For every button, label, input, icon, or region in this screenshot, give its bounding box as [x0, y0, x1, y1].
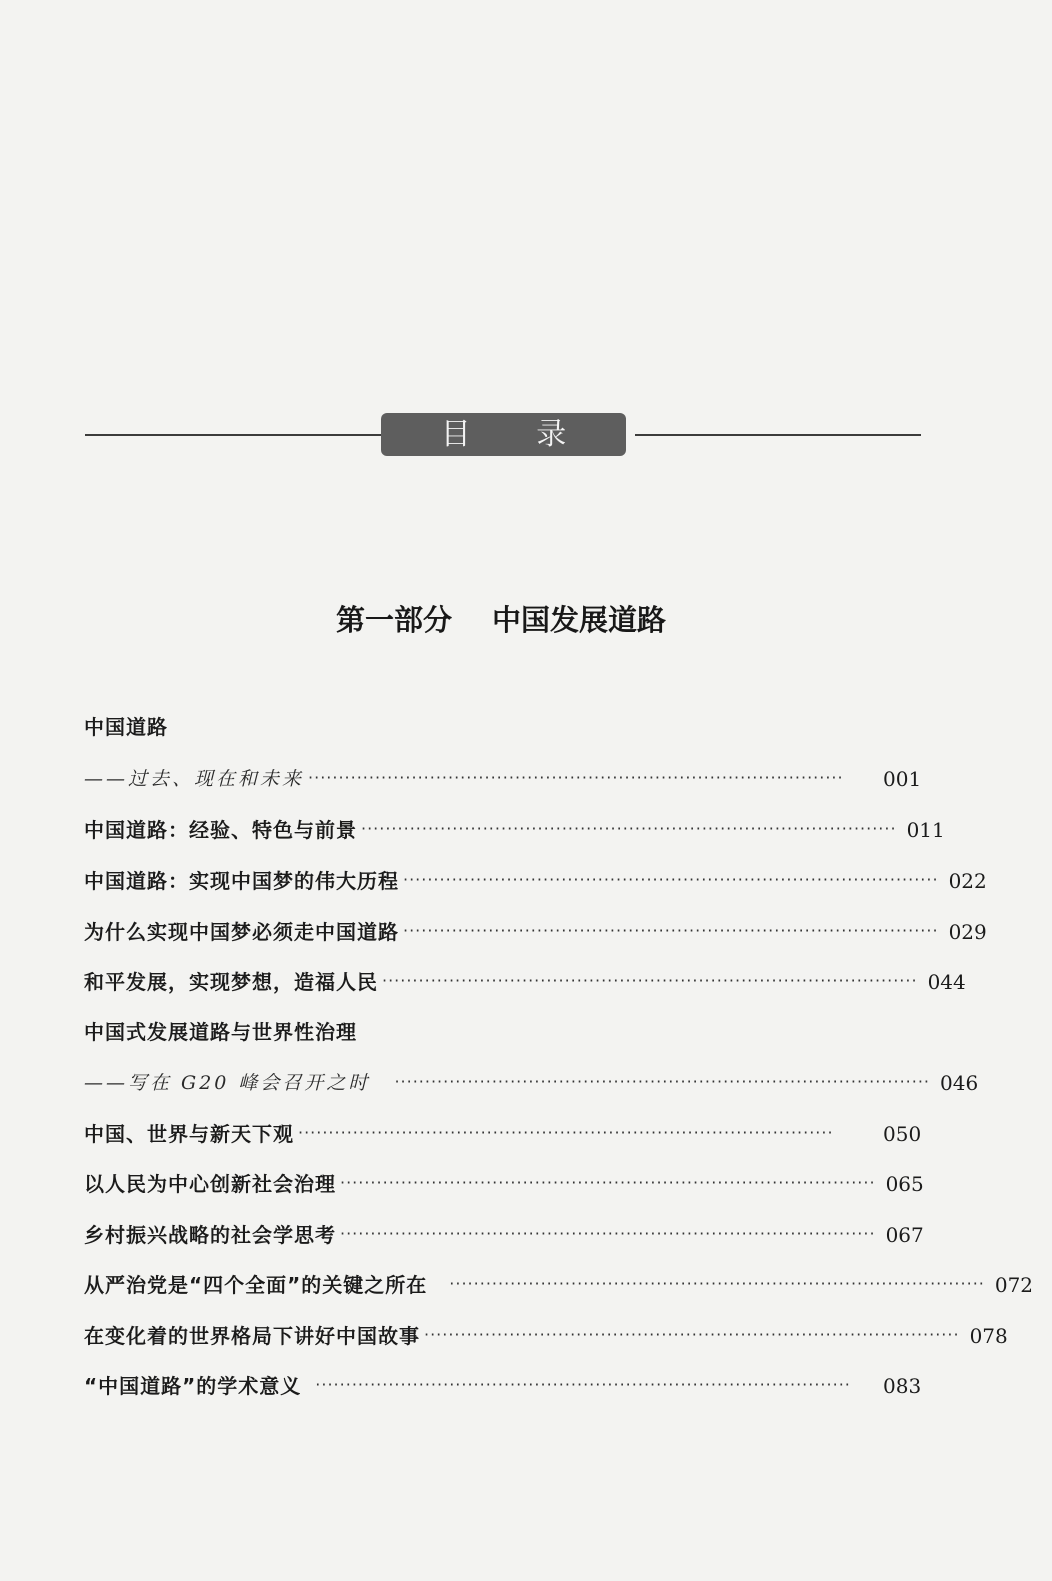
dot-leader: ························································································ — [382, 971, 918, 990]
toc-entry-title: 中国道路：实现中国梦的伟大历程 — [84, 869, 399, 893]
toc-entry[interactable] — [84, 760, 922, 792]
toc-entry[interactable] — [84, 1367, 922, 1399]
toc-entry-title: 在变化着的世界格局下讲好中国故事 — [84, 1324, 420, 1348]
dot-leader: ························································································ — [403, 921, 939, 940]
toc-entry-page: 083 — [883, 1374, 922, 1398]
toc-entry[interactable] — [84, 708, 919, 740]
toc-entry-page: 072 — [994, 1273, 1034, 1297]
toc-entry-page: 029 — [948, 920, 987, 944]
toc-entry-title: 从严治党是“四个全面”的关键之所在 — [84, 1273, 428, 1297]
toc-entry[interactable] — [84, 1013, 919, 1045]
toc-entry-title: 为什么实现中国梦必须走中国道路 — [84, 920, 399, 944]
toc-entry-subtitle: ——过去、现在和未来 — [84, 768, 305, 790]
toc-entry-page: 044 — [927, 970, 966, 994]
toc-entry-subtitle: ——写在 G20 峰会召开之时 — [84, 1072, 371, 1094]
toc-title: 目 录 — [381, 413, 626, 456]
toc-entry[interactable] — [84, 811, 945, 843]
toc-entry[interactable] — [84, 913, 987, 945]
dot-leader: ························································································ — [340, 1224, 876, 1243]
toc-entry-title: 中国式发展道路与世界性治理 — [84, 1020, 357, 1044]
toc-entry[interactable] — [84, 1216, 924, 1248]
toc-entry[interactable] — [84, 1165, 924, 1197]
toc-entry-title: 中国道路：经验、特色与前景 — [84, 818, 357, 842]
dot-leader: ························································································ — [298, 1123, 834, 1142]
toc-entry[interactable] — [84, 1115, 922, 1147]
part-title: 中国发展道路 — [492, 603, 667, 637]
toc-entry-title: 中国道路 — [84, 715, 168, 739]
toc-entry-page: 046 — [940, 1071, 979, 1095]
dot-leader: ························································································ — [361, 819, 897, 838]
toc-entry-page: 078 — [969, 1324, 1008, 1348]
toc-entry[interactable] — [84, 963, 966, 995]
dot-leader: ························································································ — [424, 1325, 960, 1344]
dot-leader: ························································································ — [308, 768, 844, 787]
toc-entry-title: 以人民为中心创新社会治理 — [84, 1172, 336, 1196]
part-heading — [0, 600, 1002, 640]
toc-title-bar — [85, 413, 921, 457]
dot-leader: ························································································ — [449, 1274, 985, 1293]
toc-entry[interactable] — [84, 1266, 1034, 1298]
toc-entry-title: “中国道路”的学术意义 — [84, 1374, 302, 1398]
dot-leader: ························································································ — [394, 1072, 930, 1091]
title-rule-right — [635, 434, 921, 436]
title-rule-left — [85, 434, 381, 436]
toc-entry[interactable] — [84, 862, 987, 894]
toc-entry-page: 022 — [948, 869, 987, 893]
toc-entry-page: 050 — [883, 1122, 922, 1146]
toc-entry-title: 中国、世界与新天下观 — [84, 1122, 294, 1146]
part-number: 第一部分 — [335, 603, 452, 637]
toc-entry-page: 011 — [906, 818, 945, 842]
toc-entry-title: 乡村振兴战略的社会学思考 — [84, 1223, 336, 1247]
toc-entry-title: 和平发展，实现梦想，造福人民 — [84, 970, 378, 994]
toc-entry[interactable] — [84, 1317, 1008, 1349]
toc-entry-page: 065 — [885, 1172, 924, 1196]
toc-entry[interactable] — [84, 1064, 979, 1096]
dot-leader: ························································································ — [315, 1375, 851, 1394]
dot-leader: ························································································ — [403, 870, 939, 889]
toc-entry-page: 001 — [883, 767, 922, 791]
dot-leader: ························································································ — [340, 1173, 876, 1192]
toc-entry-page: 067 — [885, 1223, 924, 1247]
